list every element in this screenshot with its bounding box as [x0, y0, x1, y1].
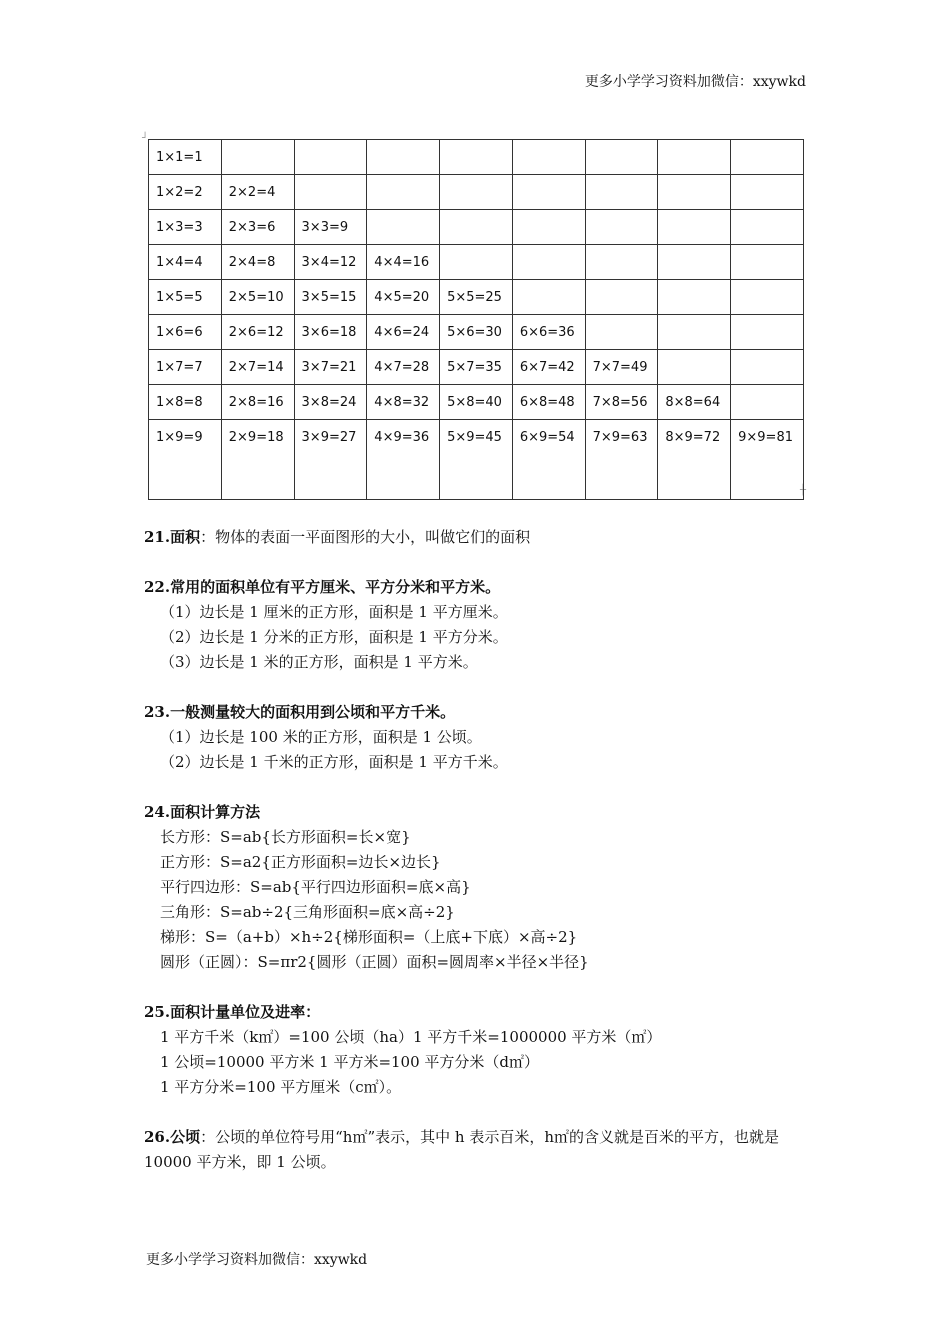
table-cell: 5×9=45 [440, 420, 513, 500]
table-cell: 3×4=12 [294, 245, 367, 280]
section-text: 物体的表面一平面图形的大小，叫做它们的面积 [215, 528, 531, 546]
table-cell [658, 175, 731, 210]
table-cell [512, 245, 585, 280]
table-cell: 5×7=35 [440, 350, 513, 385]
table-cell: 2×3=6 [221, 210, 294, 245]
table-row [149, 420, 804, 500]
table-cell [658, 245, 731, 280]
section-heading: 一般测量较大的面积用到公顷和平方千米。 [170, 703, 456, 721]
table-corner-mark-top: ┘ [142, 133, 149, 144]
table-cell [585, 280, 658, 315]
section-number: 25. [144, 1003, 171, 1021]
table-row [149, 280, 804, 315]
table-cell [440, 210, 513, 245]
table-cell: 3×9=27 [294, 420, 367, 500]
section-heading: 常用的面积单位有平方厘米、平方分米和平方米。 [170, 578, 501, 596]
table-cell: 1×1=1 [149, 140, 222, 175]
table-cell [585, 245, 658, 280]
table-cell [658, 280, 731, 315]
multiplication-table [148, 139, 807, 500]
table-cell: 7×7=49 [585, 350, 658, 385]
table-cell: 4×5=20 [367, 280, 440, 315]
section-25 [144, 1000, 814, 1100]
section-number: 23. [144, 703, 171, 721]
table-cell: 6×6=36 [512, 315, 585, 350]
table-cell [731, 280, 804, 315]
table-cell [512, 175, 585, 210]
table-cell: 1×3=3 [149, 210, 222, 245]
section-line: （1）边长是 1 厘米的正方形，面积是 1 平方厘米。 [160, 603, 508, 621]
table-cell [731, 350, 804, 385]
table-cell: 9×9=81 [731, 420, 804, 500]
table-cell: 2×4=8 [221, 245, 294, 280]
table-cell: 4×4=16 [367, 245, 440, 280]
formula-rectangle: 长方形：S=ab{长方形面积=长×宽} [160, 828, 411, 846]
section-line: （2）边长是 1 分米的正方形，面积是 1 平方分米。 [160, 628, 508, 646]
table-cell: 3×8=24 [294, 385, 367, 420]
table-cell: 1×9=9 [149, 420, 222, 500]
table-cell [367, 210, 440, 245]
table-cell: 4×7=28 [367, 350, 440, 385]
table-cell: 1×5=5 [149, 280, 222, 315]
table-cell [585, 315, 658, 350]
table-cell: 5×8=40 [440, 385, 513, 420]
table-row [149, 175, 804, 210]
table-cell [585, 175, 658, 210]
table-cell [585, 140, 658, 175]
section-heading: 面积计量单位及进率： [170, 1003, 321, 1021]
table-cell: 6×8=48 [512, 385, 585, 420]
table-cell: 3×6=18 [294, 315, 367, 350]
table-cell: 2×6=12 [221, 315, 294, 350]
table-cell [731, 175, 804, 210]
formula-square: 正方形：S=a2{正方形面积=边长×边长} [160, 853, 441, 871]
section-21 [144, 525, 814, 550]
table-row [149, 385, 804, 420]
table-cell: 3×5=15 [294, 280, 367, 315]
table-row [149, 315, 804, 350]
formula-trapezoid: 梯形：S=（a+b）×h÷2{梯形面积=（上底+下底）×高÷2} [160, 928, 578, 946]
table-cell: 3×3=9 [294, 210, 367, 245]
table-cell [658, 140, 731, 175]
table-cell [221, 140, 294, 175]
table-cell [512, 210, 585, 245]
table-row [149, 245, 804, 280]
table-cell [731, 245, 804, 280]
table-cell: 2×8=16 [221, 385, 294, 420]
table-cell: 2×5=10 [221, 280, 294, 315]
section-23 [144, 700, 814, 775]
table-cell [512, 140, 585, 175]
formula-circle: 圆形（正圆）：S=πr2{圆形（正圆）面积=圆周率×半径×半径} [160, 953, 589, 971]
table-cell: 1×7=7 [149, 350, 222, 385]
table-cell: 2×2=4 [221, 175, 294, 210]
table-cell: 7×8=56 [585, 385, 658, 420]
table-cell: 2×9=18 [221, 420, 294, 500]
table-corner-mark-bottom: ┼ [800, 485, 807, 496]
table-cell [658, 350, 731, 385]
section-line: 1 公顷=10000 平方米 1 平方米=100 平方分米（d㎡） [160, 1053, 540, 1071]
header-note: 更多小学学习资料加微信：xxywkd [584, 74, 806, 90]
table-cell [585, 210, 658, 245]
table-cell: 4×8=32 [367, 385, 440, 420]
table-cell [367, 175, 440, 210]
section-line: （3）边长是 1 米的正方形，面积是 1 平方米。 [160, 653, 478, 671]
table-cell [367, 140, 440, 175]
section-line: 1 平方千米（k㎡）=100 公顷（ha）1 平方千米=1000000 平方米（㎡） [160, 1028, 662, 1046]
table-cell [294, 175, 367, 210]
table-cell: 7×9=63 [585, 420, 658, 500]
section-number: 21. [144, 528, 171, 546]
section-heading: 公顷 [170, 1128, 201, 1146]
section-number: 22. [144, 578, 171, 596]
section-26 [144, 1125, 814, 1175]
section-22 [144, 575, 814, 675]
table-cell: 2×7=14 [221, 350, 294, 385]
table-cell: 1×2=2 [149, 175, 222, 210]
table-row [149, 350, 804, 385]
table-cell: 6×9=54 [512, 420, 585, 500]
table-row [149, 140, 804, 175]
table-cell: 1×4=4 [149, 245, 222, 280]
table-cell [731, 140, 804, 175]
table-cell: 1×8=8 [149, 385, 222, 420]
table-cell: 8×9=72 [658, 420, 731, 500]
table-cell: 6×7=42 [512, 350, 585, 385]
table-cell [731, 315, 804, 350]
table-cell [440, 175, 513, 210]
table-cell: 8×8=64 [658, 385, 731, 420]
table-cell [731, 210, 804, 245]
table-cell: 4×9=36 [367, 420, 440, 500]
table-cell: 5×5=25 [440, 280, 513, 315]
table-cell: 3×7=21 [294, 350, 367, 385]
section-line: （1）边长是 100 米的正方形，面积是 1 公顷。 [160, 728, 482, 746]
section-heading: 面积计算方法 [170, 803, 261, 821]
table-cell [440, 140, 513, 175]
section-line: （2）边长是 1 千米的正方形，面积是 1 平方千米。 [160, 753, 508, 771]
table-cell: 1×6=6 [149, 315, 222, 350]
section-heading: 面积 [170, 528, 201, 546]
section-number: 24. [144, 803, 171, 821]
table-cell: 4×6=24 [367, 315, 440, 350]
section-text: 公顷的单位符号用“h㎡”表示，其中 h 表示百米，h㎡的含义就是百米的平方，也就是 10000 平方米，即 1 公顷。 [144, 1128, 779, 1171]
table-cell [731, 385, 804, 420]
section-24 [144, 800, 814, 975]
table-cell [294, 140, 367, 175]
table-cell [658, 315, 731, 350]
table-cell [658, 210, 731, 245]
table-cell: 5×6=30 [440, 315, 513, 350]
formula-parallelogram: 平行四边形：S=ab{平行四边形面积=底×高} [160, 878, 471, 896]
section-line: 1 平方分米=100 平方厘米（c㎡）。 [160, 1078, 402, 1096]
footer-note: 更多小学学习资料加微信：xxywkd [146, 1252, 368, 1268]
section-separator: ： [200, 1128, 216, 1146]
main-content [144, 525, 814, 1200]
section-separator: ： [200, 528, 216, 546]
table-cell [512, 280, 585, 315]
formula-triangle: 三角形：S=ab÷2{三角形面积=底×高÷2} [160, 903, 455, 921]
table-row [149, 210, 804, 245]
section-number: 26. [144, 1128, 171, 1146]
table-cell [440, 245, 513, 280]
